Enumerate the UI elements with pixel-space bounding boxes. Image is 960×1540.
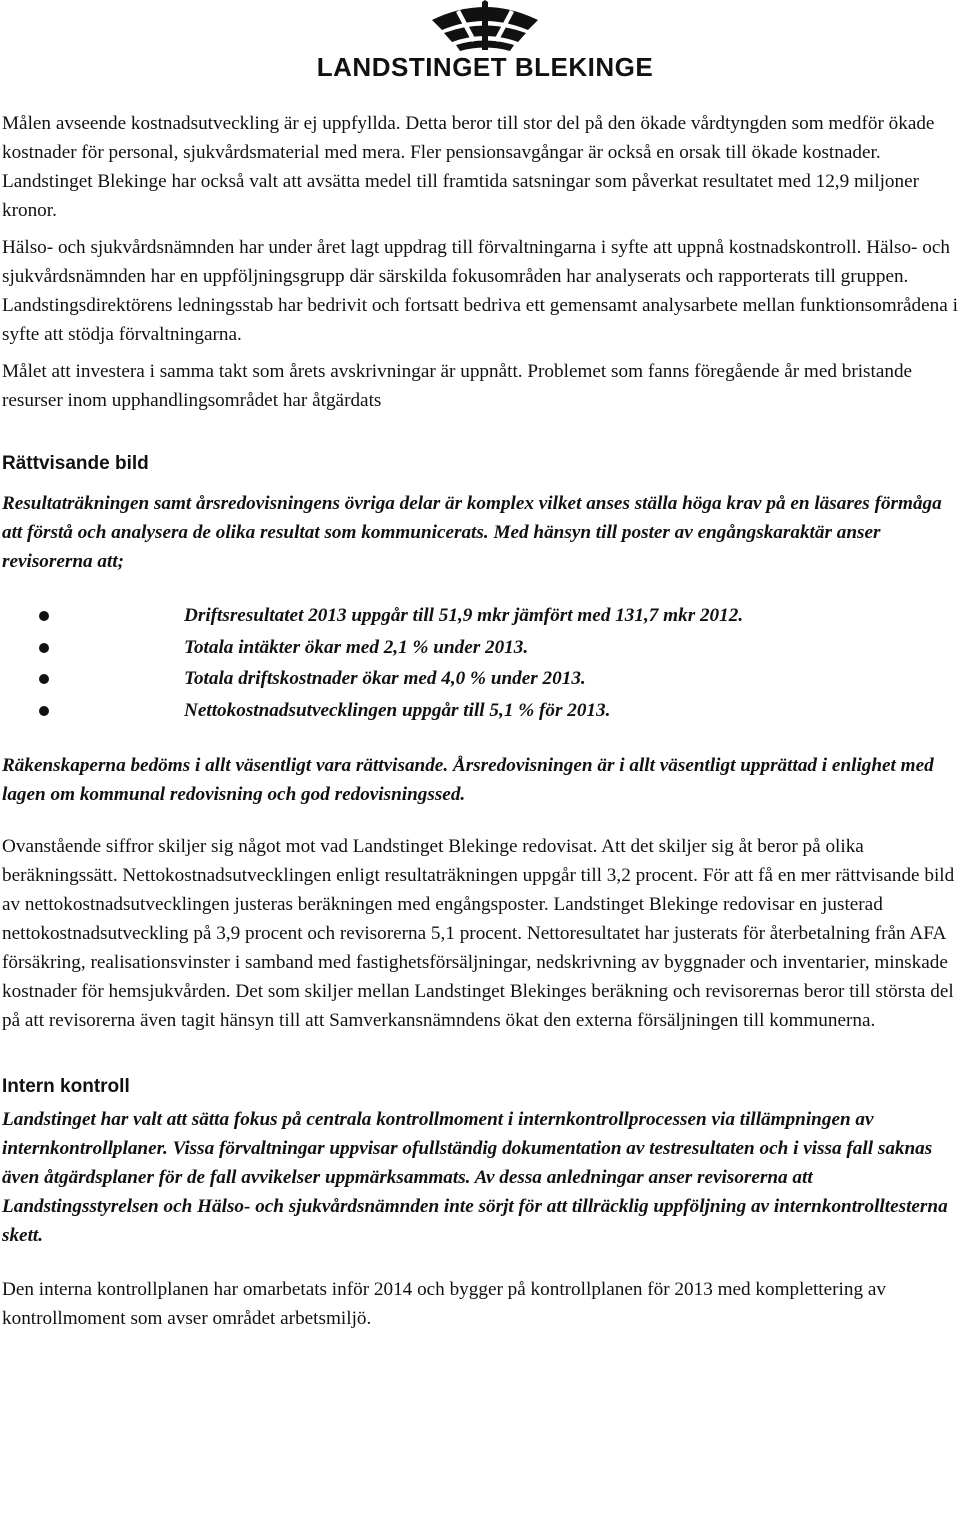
section-heading-rattvisande-bild: Rättvisande bild <box>2 453 149 474</box>
document-body <box>2 109 958 1333</box>
bullet-icon <box>39 611 49 621</box>
list-item-text: Nettokostnadsutvecklingen uppgår till 5,1 % för 2013. <box>184 699 611 721</box>
intern-kontroll-lead: Landstinget har valt att sätta fokus på centrala kontrollmoment i internkontrollprocessen via tillämpningen av internkontrollplaner. Vissa förvaltningar uppvisar ofullständig dokumentation av testresultaten och i vissa fall saknas även åtgärdsplaner för de fall avvikelser uppmärksammats. Av dessa anledningar anser revisorerna att Landstingsstyrelsen och Hälso- och sjukvårdsnämnden inte sörjt för att tillräcklig uppföljning av internkontrolltesterna skett. <box>2 1109 948 1246</box>
key-figures-list <box>2 600 958 726</box>
list-item <box>2 632 958 664</box>
list-item-text: Totala intäkter ökar med 2,1 % under 2013. <box>184 636 529 658</box>
rattvisande-lead: Resultaträkningen samt årsredovisningens övriga delar är komplex vilket anses ställa höga krav på en läsares förmåga att förstå och analysera de olika resultat som kommunicerats. Med hänsyn till poster av engångskaraktär anser revisorerna att; <box>2 493 942 572</box>
bullet-icon <box>39 706 49 716</box>
rattvisande-conclusion: Räkenskaperna bedöms i allt väsentligt vara rättvisande. Årsredovisningen är i allt väsentligt upprättad i enlighet med lagen om kommunal redovisning och god redovisningssed. <box>2 755 934 805</box>
section-heading-intern-kontroll: Intern kontroll <box>2 1076 130 1097</box>
intro-paragraph-3: Målet att investera i samma takt som årets avskrivningar är uppnått. Problemet som fanns föregående år med bristande resurser inom upphandlingsområdet har åtgärdats <box>2 361 913 411</box>
logo-wordmark: LANDSTINGET BLEKINGE <box>316 52 654 82</box>
bullet-icon <box>39 643 49 653</box>
intro-paragraph-2: Hälso- och sjukvårdsnämnden har under året lagt uppdrag till förvaltningarna i syfte att uppnå kostnadskontroll. Hälso- och sjukvårdsnämnden har en uppföljningsgrupp där särskilda fokusområden har analyserats och rapporterats till gruppen. Landstingsdirektörens ledningsstab har bedrivit och fortsatt bedriva ett gemensamt analysarbete mellan funktionsområdena i syfte att stödja förvaltningarna. <box>2 237 958 345</box>
intro-paragraph-1: Målen avseende kostnadsutveckling är ej uppfyllda. Detta beror till stor del på den ökade vårdtyngden som medför ökade kostnader för personal, sjukvårdsmaterial med mera. Fler pensionsavgångar är också en orsak till ökade kostnader. Landstinget Blekinge har också valt att avsätta medel till framtida satsningar som påverkat resultatet med 12,9 miljoner kronor. <box>2 113 935 221</box>
bullet-icon <box>39 674 49 684</box>
crown-logo-icon <box>420 0 550 52</box>
logo <box>300 0 670 86</box>
list-item <box>2 695 958 727</box>
list-item <box>2 663 958 695</box>
intern-kontroll-body: Den interna kontrollplanen har omarbetats inför 2014 och bygger på kontrollplanen för 2013 med komplettering av kontrollmoment som avser området arbetsmiljö. <box>2 1279 886 1329</box>
list-item-text: Totala driftskostnader ökar med 4,0 % under 2013. <box>184 668 586 689</box>
list-item-text: Driftsresultatet 2013 uppgår till 51,9 mkr jämfört med 131,7 mkr 2012. <box>184 605 744 626</box>
rattvisande-body: Ovanstående siffror skiljer sig något mot vad Landstinget Blekinge redovisat. Att det skiljer sig åt beror på olika beräkningssätt. Nettokostnadsutvecklingen enligt resultaträkningen uppgår till 3,2 procent. För att få en mer rättvisande bild av nettokostnadsutvecklingen justeras beräkningen med engångsposter. Landstinget Blekinge redovisar en justerad nettokostnadsutveckling på 3,9 procent och revisorerna 5,1 procent. Nettoresultatet har justerats för återbetalning från AFA försäkring, realisationsvinster i samband med fastighetsförsäljningar, nedskrivning av byggnader och inventarier, minskade kostnader för hemsjukvården. Det som skiljer mellan Landstinget Blekinges beräkning och revisorernas beror till största del på att revisorerna även tagit hänsyn till att Samverkansnämndens ökat den externa försäljningen till kommunerna. <box>2 836 955 1031</box>
list-item <box>2 600 958 632</box>
